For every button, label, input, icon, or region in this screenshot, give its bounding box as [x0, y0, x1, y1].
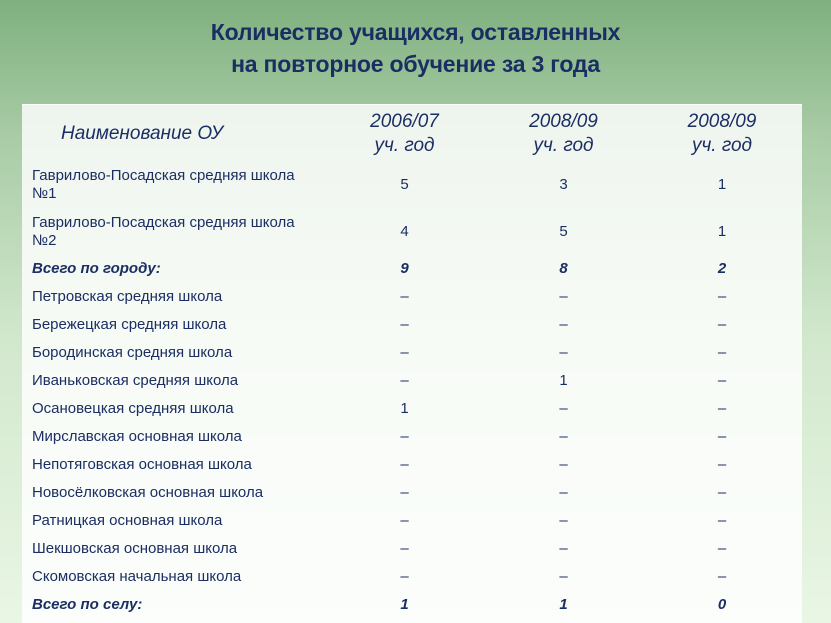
value-cell: 3 — [559, 175, 568, 193]
table-row — [22, 563, 802, 591]
value-cell: – — [559, 400, 568, 417]
value-cell: – — [400, 484, 409, 501]
slide-title — [0, 16, 831, 80]
total-value-cell: 9 — [400, 260, 409, 277]
table-row — [22, 339, 802, 367]
school-name-cell: Бородинская средняя школа — [32, 344, 233, 361]
school-name-cell: Гаврилово-Посадская средняя школа №2 — [32, 213, 295, 249]
value-cell: – — [400, 456, 409, 473]
value-cell: – — [717, 428, 727, 445]
value-cell: – — [717, 288, 727, 305]
value-cell: – — [400, 512, 409, 529]
table-row — [22, 479, 802, 507]
village-total-row — [22, 591, 802, 619]
school-name-cell: Шекшовская основная школа — [32, 540, 238, 557]
value-cell: 1 — [717, 175, 727, 193]
school-name-cell: Новосёлковская основная школа — [32, 484, 264, 501]
total-value-cell: 8 — [559, 260, 568, 277]
value-cell: 1 — [400, 400, 409, 417]
value-cell: – — [717, 484, 727, 501]
slide-title-line-2: на повторное обучение за 3 года — [231, 51, 600, 77]
value-cell: – — [400, 372, 409, 389]
value-cell: – — [559, 316, 568, 333]
value-cell: – — [400, 316, 409, 333]
table-row — [22, 451, 802, 479]
table-row — [22, 367, 802, 395]
school-name-cell: Мирславская основная школа — [32, 428, 242, 445]
total-value-cell: 2 — [717, 260, 727, 277]
value-cell: 4 — [400, 222, 409, 240]
value-cell: – — [559, 484, 568, 501]
value-cell: – — [717, 372, 727, 389]
total-value-cell: 1 — [559, 596, 568, 613]
value-cell: 1 — [717, 222, 727, 240]
value-cell: 5 — [400, 175, 409, 193]
header-year-3: 2008/09 уч. год — [687, 111, 757, 156]
value-cell: – — [717, 512, 727, 529]
school-name-cell: Ратницкая основная школа — [32, 512, 223, 529]
city-total-row — [22, 255, 802, 283]
value-cell: – — [400, 540, 409, 557]
value-cell: – — [717, 568, 727, 585]
value-cell: 1 — [559, 372, 568, 389]
value-cell: – — [717, 400, 727, 417]
value-cell: – — [559, 512, 568, 529]
value-cell: – — [717, 316, 727, 333]
value-cell: – — [559, 428, 568, 445]
header-year-1: 2006/07 уч. год — [370, 111, 439, 156]
table-row — [22, 208, 802, 255]
repeaters-table — [22, 107, 802, 619]
school-name-cell: Иваньковская средняя школа — [32, 372, 239, 389]
total-value-cell: 1 — [400, 596, 409, 613]
school-name-cell: Скомовская начальная школа — [32, 568, 242, 585]
value-cell: – — [559, 568, 568, 585]
value-cell: – — [559, 456, 568, 473]
value-cell: – — [717, 456, 727, 473]
value-cell: 5 — [559, 222, 568, 240]
school-name-cell: Непотяговская основная школа — [32, 456, 252, 473]
value-cell: – — [717, 344, 727, 361]
slide-title-line-1: Количество учащихся, оставленных — [210, 19, 621, 45]
header-year-2: 2008/09 уч. год — [529, 111, 598, 156]
value-cell: – — [559, 288, 568, 305]
table-row — [22, 283, 802, 311]
value-cell: – — [400, 288, 409, 305]
table-row — [22, 507, 802, 535]
table-header-row — [22, 107, 802, 161]
value-cell: – — [400, 428, 409, 445]
value-cell: – — [400, 568, 409, 585]
school-name-cell: Осановецкая средняя школа — [32, 400, 234, 417]
total-label-cell: Всего по городу: — [32, 260, 161, 277]
school-name-cell: Гаврилово-Посадская средняя школа №1 — [32, 166, 295, 202]
value-cell: – — [400, 344, 409, 361]
value-cell: – — [559, 344, 568, 361]
table-row — [22, 395, 802, 423]
value-cell: – — [717, 540, 727, 557]
value-cell: – — [559, 540, 568, 557]
school-name-cell: Бережецкая средняя школа — [32, 316, 227, 333]
total-label-cell: Всего по селу: — [32, 596, 143, 613]
table-row — [22, 423, 802, 451]
table-row — [22, 535, 802, 563]
table-row — [22, 161, 802, 208]
header-school-name: Наименование ОУ — [60, 123, 224, 144]
total-value-cell: 0 — [717, 596, 727, 613]
table-row — [22, 311, 802, 339]
school-name-cell: Петровская средняя школа — [32, 288, 223, 305]
